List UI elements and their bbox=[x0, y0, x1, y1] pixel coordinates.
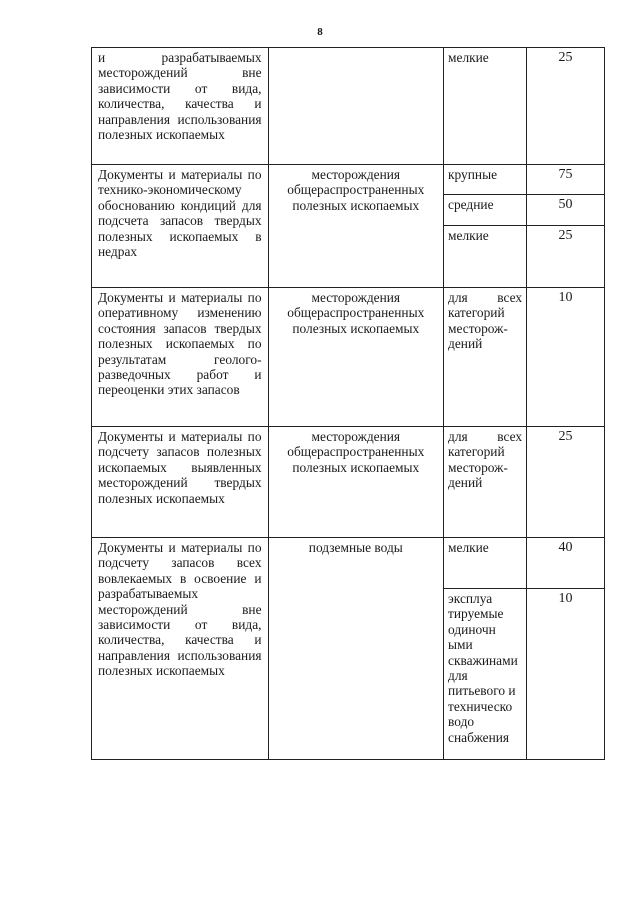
deposit-type-cell: месторождения общераспространенных полезных ископаемых bbox=[268, 427, 444, 538]
document-cell: Документы и материалы по подсчету запасов всех вовлекаемых в освоение и разрабатываемых месторождений вне зависимости от вида, количества, качества и направления использования полезных ископаемых bbox=[92, 538, 269, 760]
deposit-type-cell bbox=[268, 48, 444, 165]
deposit-type-cell: месторождения общераспространенных полезных ископаемых bbox=[268, 165, 444, 288]
category-cell: для всех категорий месторож-дений bbox=[444, 427, 527, 538]
category-cell: средние bbox=[444, 195, 527, 226]
table-row bbox=[92, 48, 605, 165]
category-cell: мелкие bbox=[444, 226, 527, 288]
category-cell: мелкие bbox=[444, 48, 527, 165]
table-row bbox=[92, 538, 605, 589]
value-cell: 25 bbox=[527, 48, 605, 165]
value-cell: 25 bbox=[527, 226, 605, 288]
value-cell: 25 bbox=[527, 427, 605, 538]
document-cell: и разрабатываемых месторождений вне зависимости от вида, количества, качества и направления использования полезных ископаемых bbox=[92, 48, 269, 165]
category-cell: для всех категорий месторож-дений bbox=[444, 288, 527, 427]
value-cell: 40 bbox=[527, 538, 605, 589]
deposit-type-cell: подземные воды bbox=[268, 538, 444, 760]
document-cell: Документы и материалы по подсчету запасов полезных ископаемых выявленных месторождений твердых полезных ископаемых bbox=[92, 427, 269, 538]
value-cell: 50 bbox=[527, 195, 605, 226]
page-number: 8 bbox=[317, 26, 323, 38]
category-cell: мелкие bbox=[444, 538, 527, 589]
value-cell: 10 bbox=[527, 589, 605, 760]
document-table bbox=[91, 47, 605, 760]
document-cell: Документы и материалы по технико-экономическому обоснованию кондиций для подсчета запасов твердых полезных ископаемых в недрах bbox=[92, 165, 269, 288]
table-row bbox=[92, 165, 605, 195]
value-cell: 75 bbox=[527, 165, 605, 195]
category-cell: крупные bbox=[444, 165, 527, 195]
deposit-type-cell: месторождения общераспространенных полезных ископаемых bbox=[268, 288, 444, 427]
table-row bbox=[92, 427, 605, 538]
value-cell: 10 bbox=[527, 288, 605, 427]
category-cell: эксплуа тируемые одиночн ыми скважинами для питьевого и техническо водо снабжения bbox=[444, 589, 527, 760]
document-cell: Документы и материалы по оперативному изменению состояния запасов твердых полезных ископаемых по результатам геолого-разведочных работ и переоценки этих запасов bbox=[92, 288, 269, 427]
table-row bbox=[92, 288, 605, 427]
